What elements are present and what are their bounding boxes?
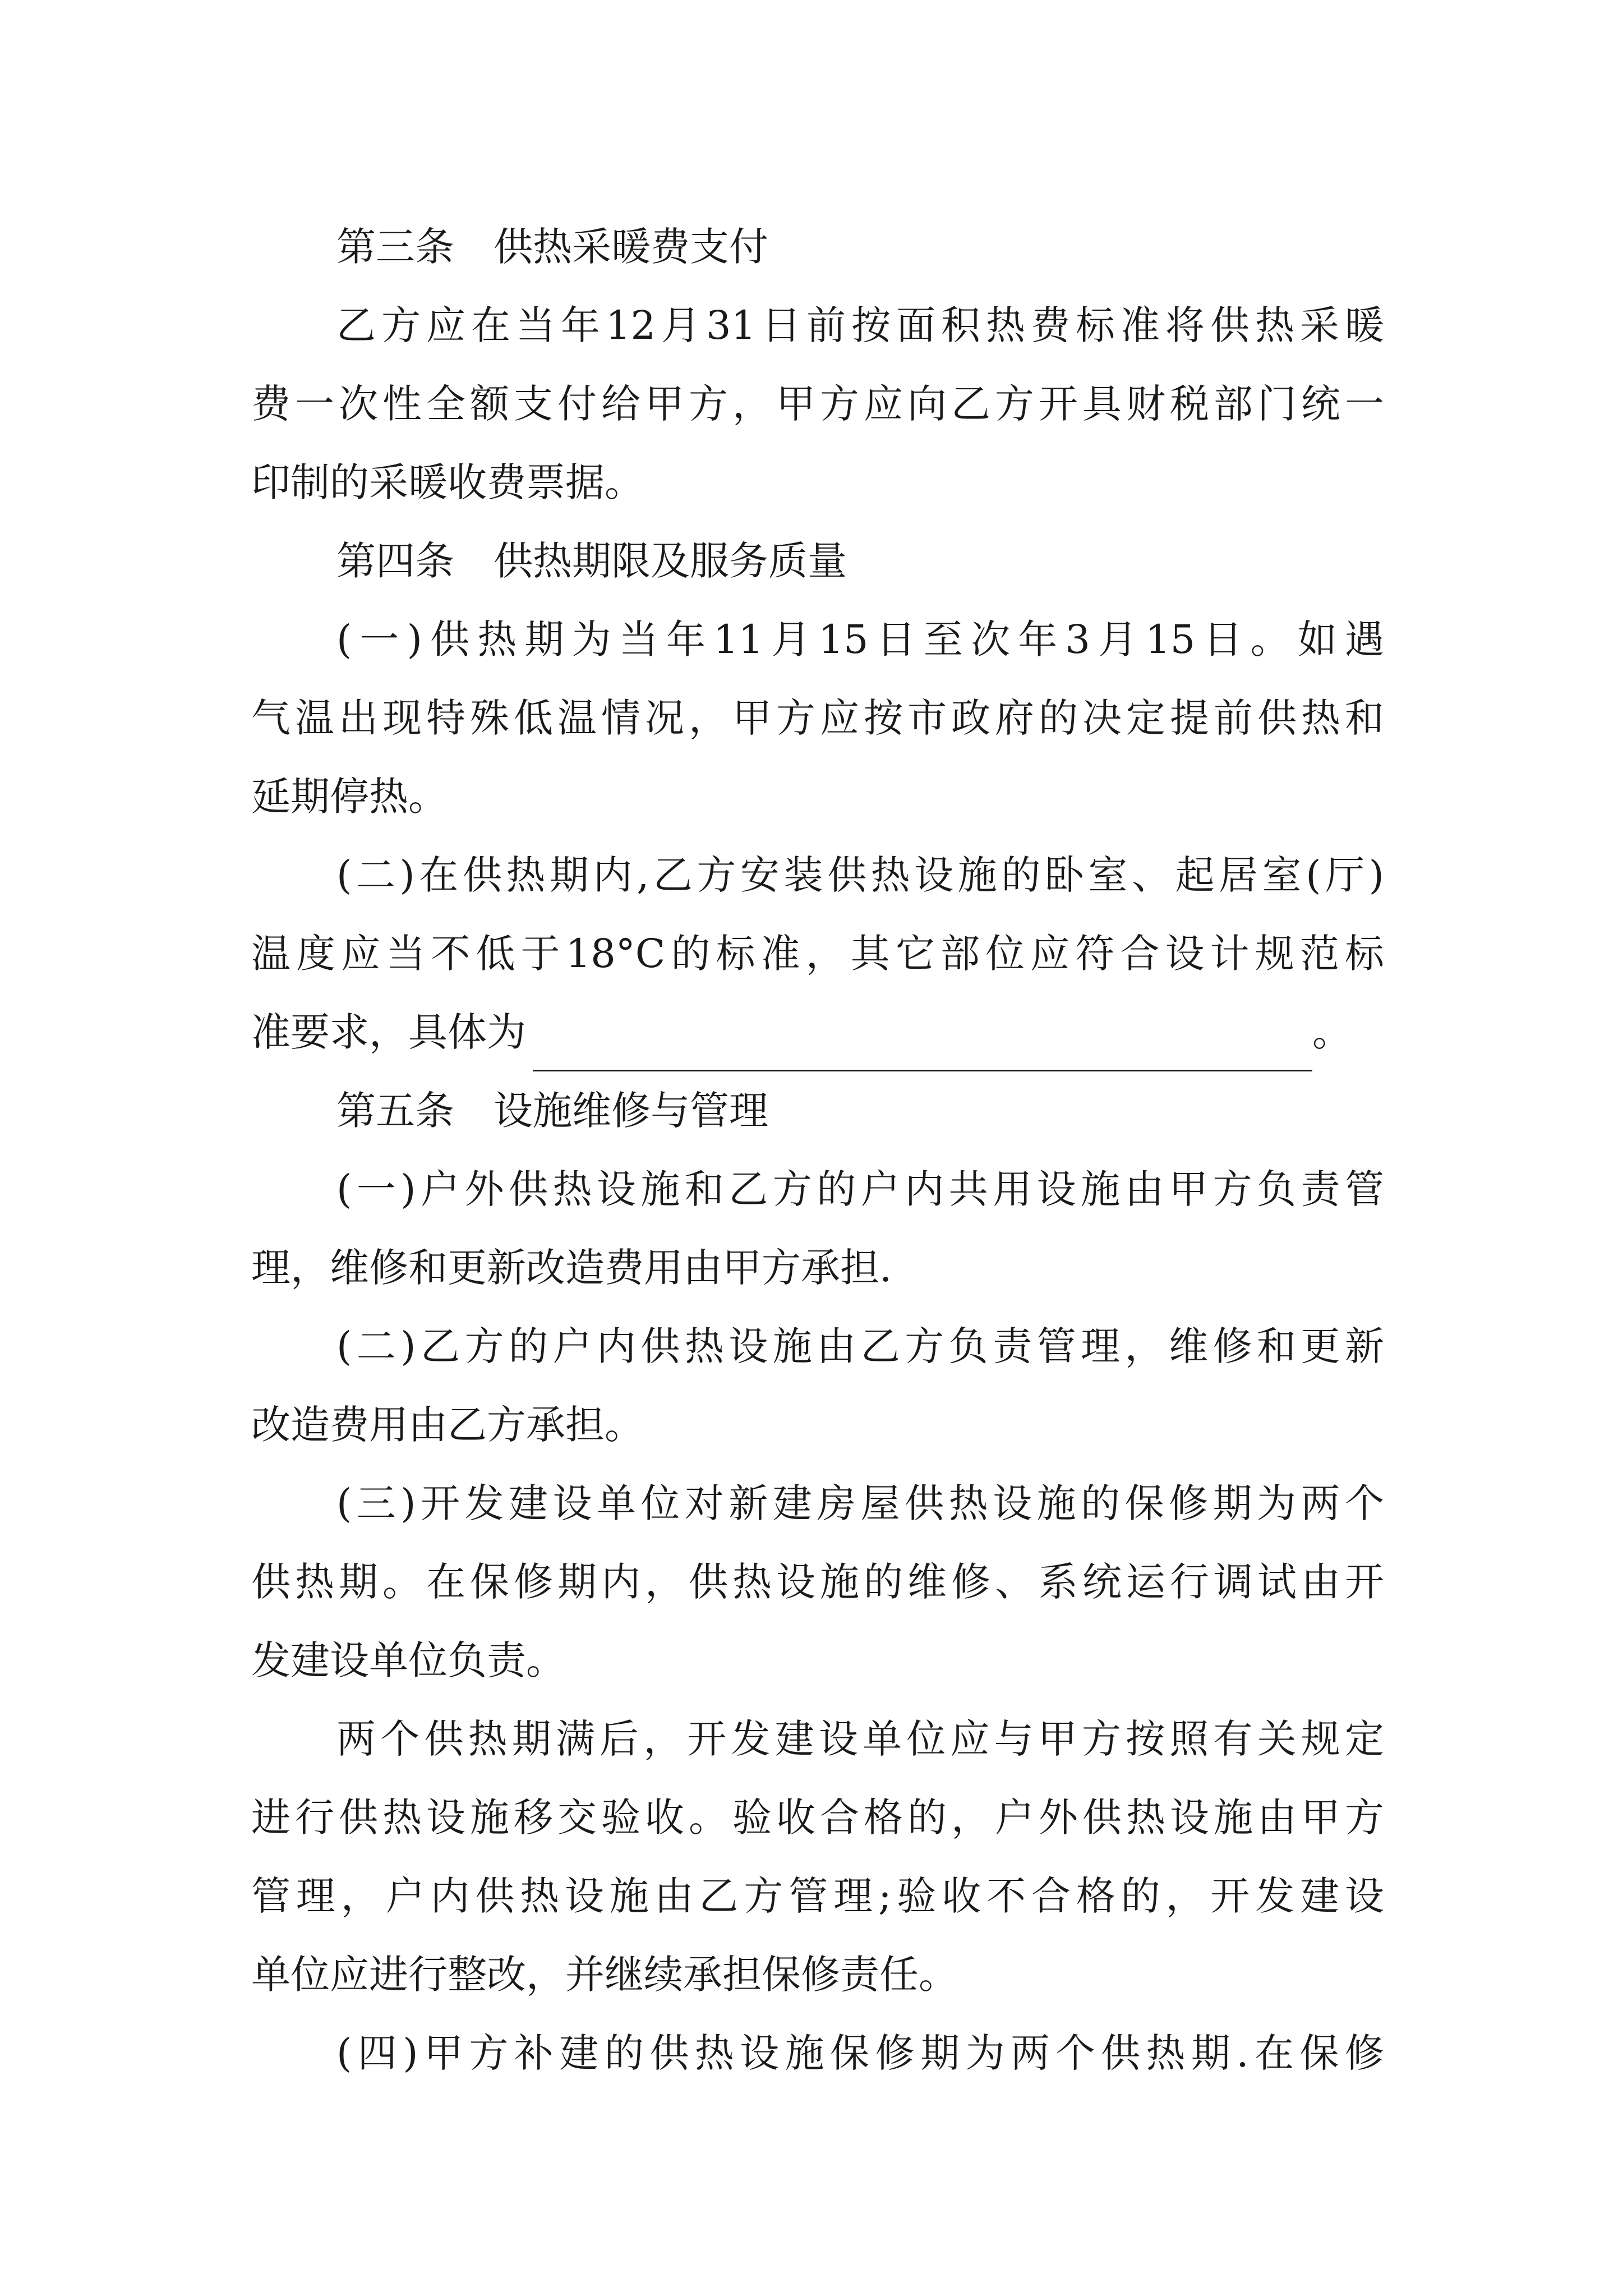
- article-5-heading: 第五条 设施维修与管理: [336, 1088, 768, 1134]
- article-4-heading: 第四条 供热期限及服务质量: [336, 538, 847, 584]
- paragraph-line: 费一次性全额支付给甲方，甲方应向乙方开具财税部门统一: [251, 381, 1384, 427]
- document-body: [251, 208, 1384, 2092]
- paragraph-line: (四)甲方补建的供热设施保修期为两个供热期.在保修: [336, 2030, 1384, 2076]
- paragraph-line: 温度应当不低于18°C的标准，其它部位应符合设计规范标: [251, 931, 1384, 977]
- paragraph-line: 单位应进行整改，并继续承担保修责任。: [251, 1952, 958, 1998]
- paragraph-line: (二)在供热期内,乙方安装供热设施的卧室、起居室(厅): [336, 852, 1384, 898]
- paragraph-line: 供热期。在保修期内，供热设施的维修、系统运行调试由开: [251, 1559, 1384, 1605]
- paragraph-line: 进行供热设施移交验收。验收合格的，户外供热设施由甲方: [251, 1795, 1384, 1841]
- paragraph-line: (三)开发建设单位对新建房屋供热设施的保修期为两个: [336, 1480, 1384, 1526]
- paragraph-line: 理，维修和更新改造费用由甲方承担.: [251, 1245, 892, 1291]
- paragraph-line: 改造费用由乙方承担。: [251, 1402, 644, 1448]
- paragraph-line: (一)户外供热设施和乙方的户内共用设施由甲方负责管: [336, 1166, 1384, 1212]
- paragraph-line: (一)供热期为当年11月15日至次年3月15日。如遇: [336, 616, 1384, 662]
- fill-in-blank: [533, 1030, 1312, 1071]
- paragraph-line: 乙方应在当年12月31日前按面积热费标准将供热采暖: [336, 302, 1384, 348]
- paragraph-line: 管理，户内供热设施由乙方管理;验收不合格的，开发建设: [251, 1873, 1384, 1919]
- paragraph-line: 印制的采暖收费票据。: [251, 459, 644, 505]
- paragraph-line: 准要求，具体为: [251, 1009, 526, 1055]
- paragraph-line: 两个供热期满后，开发建设单位应与甲方按照有关规定: [336, 1716, 1384, 1762]
- article-3-heading: 第三条 供热采暖费支付: [336, 224, 768, 270]
- paragraph-line: 延期停热。: [251, 774, 448, 820]
- paragraph-line: 发建设单位负责。: [251, 1637, 565, 1683]
- paragraph-line: 气温出现特殊低温情况，甲方应按市政府的决定提前供热和: [251, 695, 1384, 741]
- fill-in-line: [251, 993, 1384, 1071]
- paragraph-line: (二)乙方的户内供热设施由乙方负责管理，维修和更新: [336, 1323, 1384, 1369]
- paragraph-line: 。: [1312, 1009, 1352, 1055]
